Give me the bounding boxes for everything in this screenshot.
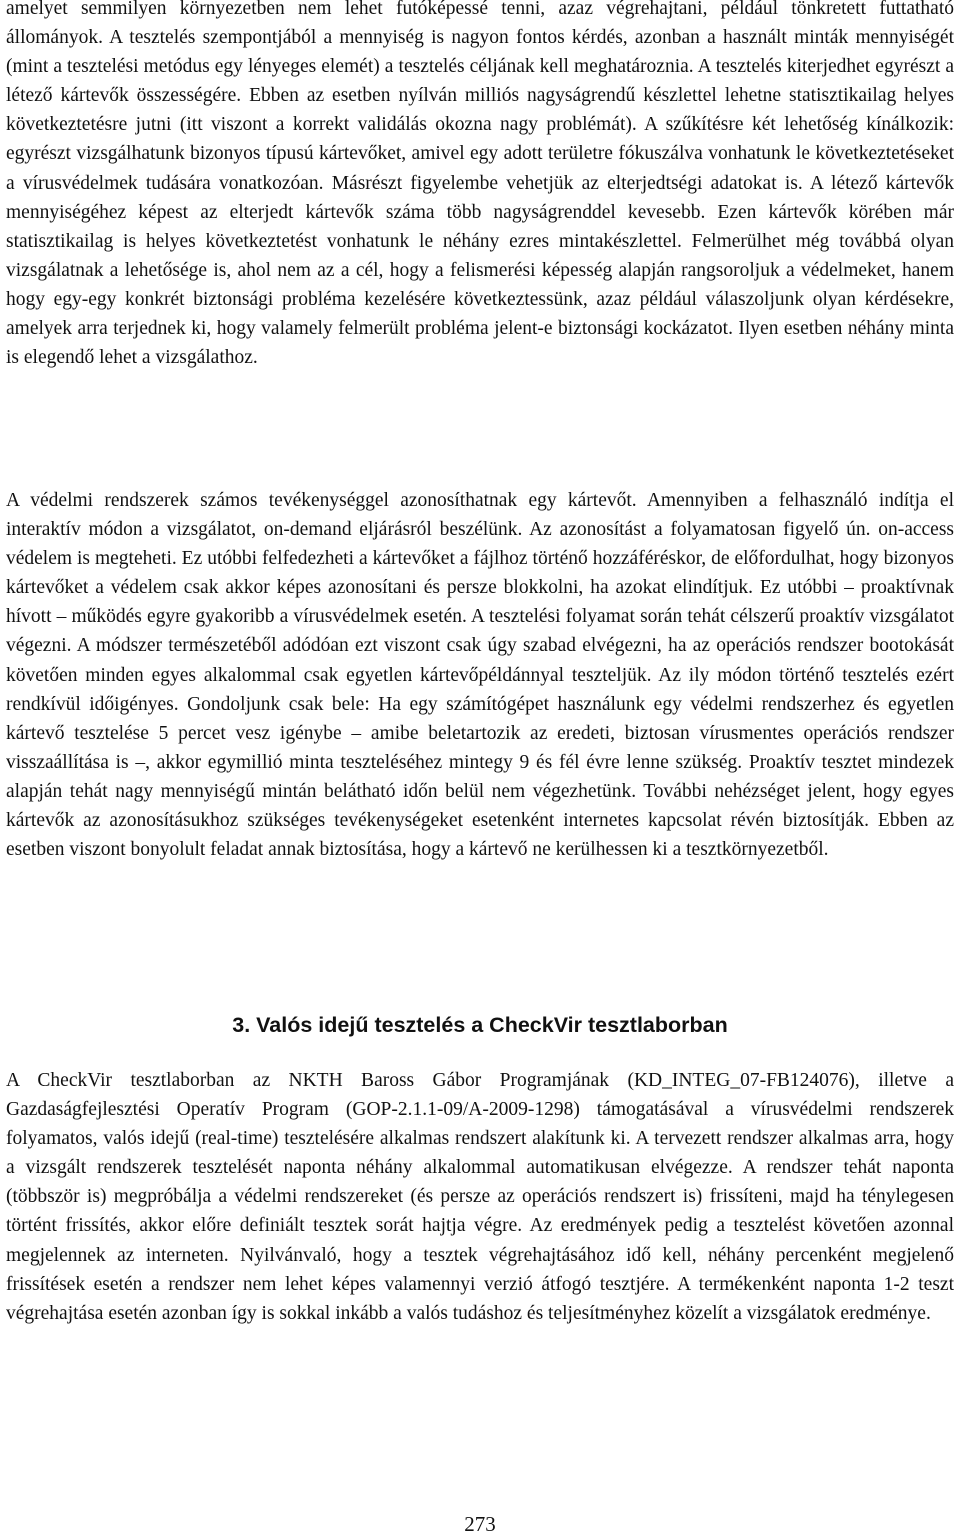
- paragraph-checkvir-lab: A CheckVir tesztlaborban az NKTH Baross Gábor Programjának (KD_INTEG_07-FB124076), illetve a Gazdaságfejlesztési Operatív Program (GOP-2.1.1-09/A-2009-1298) támogatásával a vírusvédelmi rendszerek folyamatos, valós idejű (real-time) tesztelésére alkalmas rendszert alakítunk ki. A tervezett rendszer alkalmas arra, hogy a vizsgált rendszerek tesztelését naponta néhány alkalommal automatikusan elvégezze. A rendszer tehát naponta (többször is) megpróbálja a védelmi rendszereket (és persze az operációs rendszert is) frissíteni, majd ha ténylegesen történt frissítés, akkor előre definiált tesztek sorát hajtja végre. Az eredmények pedig a tesztelést követően azonnal megjelennek az interneten. Nyilvánvaló, hogy a tesztek végrehajtásához idő kell, néhány percenként megjelenő frissítések esetén a rendszer nem lehet képes valamennyi verzió átfogó tesztjére. A termékenként naponta 1-2 teszt végrehajtása esetén azonban így is sokkal inkább a valós tudáshoz és teljesítményhez közelít a vizsgálatok eredménye.: [6, 1070, 954, 1324]
- section-heading: 3. Valós idejű tesztelés a CheckVir tesztlaborban: [232, 1013, 728, 1037]
- page-number: 273: [464, 1512, 496, 1536]
- paragraph-detection-methods: A védelmi rendszerek számos tevékenységgel azonosíthatnak egy kártevőt. Amennyiben a felhasználó indítja el interaktív módon a vizsgálatot, on-demand eljárásról beszélünk. Az azonosítást a folyamatosan figyelő ún. on-access védelem is megteheti. Ez utóbbi felfedezheti a kártevőket a fájlhoz történő hozzáféréskor, de előfordulhat, hogy bizonyos kártevőket a védelem csak akkor képes azonosítani és persze blokkolni, ha azokat elindítjuk. Ez utóbbi – proaktívnak hívott – működés egyre gyakoribb a vírusvédelmek esetén. A tesztelési folyamat során tehát célszerű proaktív vizsgálatot végezni. A módszer természetéből adódóan ezt viszont csak úgy szabad elvégezni, ha az operációs rendszer bootokását követően minden egyes alkalommal csak egyetlen kártevőpéldánnyal teszteljük. Az ily módon történő tesztelés ezért rendkívül időigényes. Gondoljunk csak bele: Ha egy számítógépet használunk egy védelmi rendszerhez és egyetlen kártevő tesztelése 5 percet vesz igénybe – amibe beletartozik az eredeti, biztosan vírusmentes operációs rendszer visszaállítása is –, akkor egymillió minta teszteléséhez mintegy 9 és fél évre lenne szükség. Proaktív tesztet mindezek alapján tehát nagy mennyiségű mintán belátható időn belül nem végezhetünk. További nehézséget jelent, hogy egyes kártevők az azonosításukhoz szükséges tevékenységeket esetenként internetes kapcsolat révén biztosítják. Ebben az esetben viszont bonyolult feladat annak biztosítása, hogy a kártevő ne kerülhessen ki a tesztkörnyezetből.: [6, 490, 954, 861]
- paragraph-sample-quantity: amelyet semmilyen környezetben nem lehet futóképessé tenni, azaz végrehajtani, például tönkretett futtatható állományok. A tesztelés szempontjából a mennyiség is nagyon fontos kérdés, azonban a használt minták mennyiségét (mint a tesztelési metódus egy lényeges elemét) a tesztelés céljának kell meghatároznia. A tesztelés kiterjedhet egyrészt a létező kártevők összességére. Ebben az esetben nyílván milliós nagyságrendű készlettel lehetne statisztikailag helyes következtetésre jutni (itt viszont a korrekt validálás okozna nagy problémát). A szűkítésre két lehetőség kínálkozik: egyrészt vizsgálhatunk bizonyos típusú kártevőket, amivel egy adott területre fókuszálva vonhatunk le következtetéseket a vírusvédelmek tudására vonatkozóan. Másrészt figyelembe vehetjük az elterjedtségi adatokat is. A létező kártevők mennyiségéhez képest az elterjedt kártevők száma több nagyságrenddel kevesebb. Ezen kártevők körében már statisztikailag is helyes következtetést vonhatunk le néhány ezres mintakészlettel. Felmerülhet még továbbá olyan vizsgálatnak a lehetősége is, ahol nem az a cél, hogy a felismerési képesség alapján rangsoroljuk a védelmeket, hanem hogy egy-egy konkrét biztonsági probléma kezelésére következtessünk, azaz például válaszoljunk olyan kérdésekre, amelyek arra terjednek ki, hogy valamely felmerült probléma jelent-e biztonsági kockázatot. Ilyen esetben néhány minta is elegendő lehet a vizsgálathoz.: [6, 0, 954, 369]
